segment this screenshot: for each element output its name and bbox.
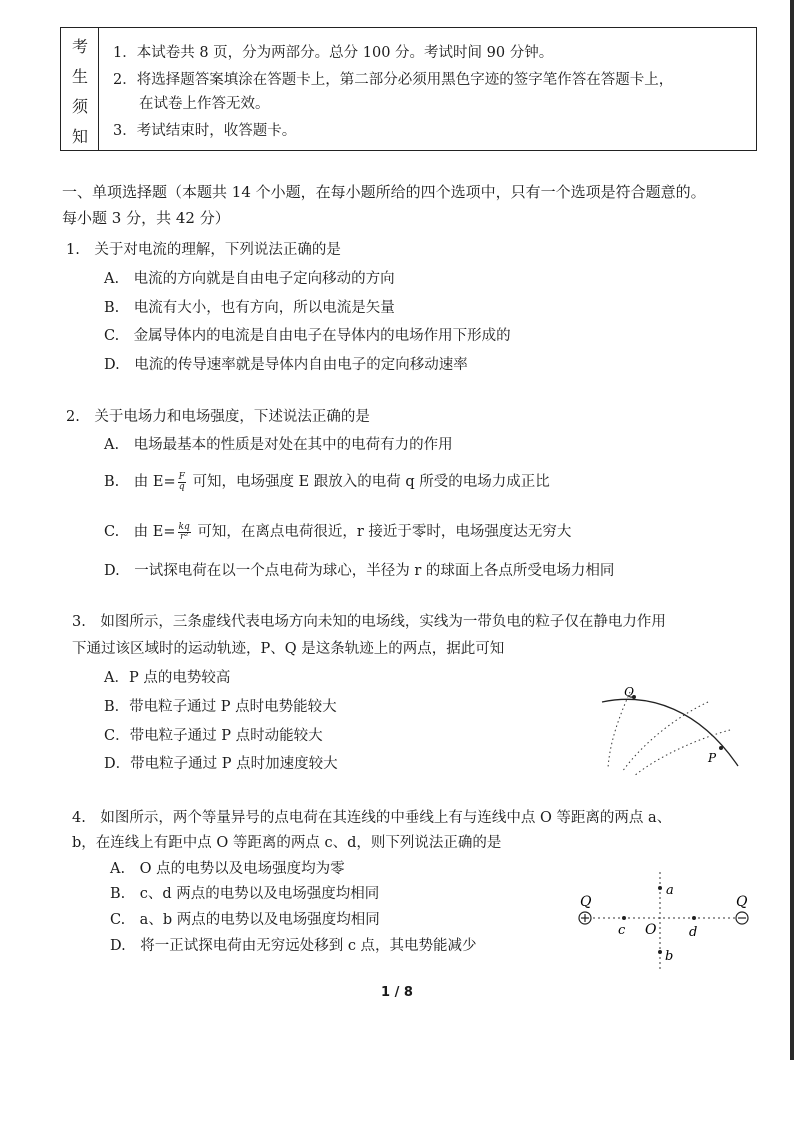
cropped-header-strip — [250, 0, 255, 8]
q4-charges-figure — [572, 868, 762, 976]
q2-option-c — [104, 520, 571, 544]
point-p-dot — [719, 746, 723, 750]
label-q: Q — [624, 685, 634, 699]
point-b-dot — [658, 950, 662, 954]
point-d-dot — [692, 916, 696, 920]
q1-option-c: C. 金属导体内的电流是自由电子在导体内的电场作用下形成的 — [104, 328, 511, 344]
q2-b-suffix: 可知，电场强度 E 跟放入的电荷 q 所受的电场力成正比 — [187, 474, 550, 490]
q3-field-line-figure — [590, 680, 750, 780]
q3-option-c: C．带电粒子通过 P 点时动能较大 — [104, 728, 323, 744]
q4-stem-cont: b，在连线上有距中点 O 等距离的两点 c、d，则下列说法正确的是 — [72, 835, 502, 851]
fraction-kq-over-r2 — [178, 523, 191, 542]
q3-option-d: D．带电粒子通过 P 点时加速度较大 — [104, 756, 338, 772]
notice-item: 在试卷上作答无效。 — [139, 96, 270, 112]
notice-item: 2．将选择题答案填涂在答题卡上，第二部分必须用黑色字迹的签字笔作答在答题卡上， — [113, 72, 674, 88]
notice-label-char: 考 — [71, 37, 88, 56]
fraction-denominator: q — [178, 481, 185, 492]
q4-option-c: C. a、b 两点的电势以及电场强度均相同 — [110, 912, 380, 928]
fraction-numerator: kq — [178, 521, 190, 532]
q4-option-b: B. c、d 两点的电势以及电场强度均相同 — [110, 886, 380, 902]
q3-stem: 3. 如图所示，三条虚线代表电场方向未知的电场线，实线为一带负电的粒子仅在静电力作用 — [72, 614, 666, 630]
page-number: 1 / 8 — [381, 985, 413, 1000]
field-line-dotted — [608, 692, 630, 768]
notice-label-char: 知 — [71, 127, 88, 146]
q2-b-prefix: B. 由 E= — [104, 474, 176, 490]
notice-label — [61, 28, 99, 150]
fraction-numerator: F — [178, 471, 185, 482]
notice-item: 1．本试卷共 8 页，分为两部分。总分 100 分。考试时间 90 分钟。 — [113, 45, 554, 61]
q1-option-b: B. 电流有大小，也有方向，所以电流是矢量 — [104, 300, 395, 316]
q2-option-d: D. 一试探电荷在以一个点电荷为球心，半径为 r 的球面上各点所受电场力相同 — [104, 563, 615, 579]
notice-item: 3．考试结束时，收答题卡。 — [113, 123, 297, 139]
q2-option-a: A. 电场最基本的性质是对处在其中的电荷有力的作用 — [104, 437, 453, 453]
label-d: d — [689, 925, 698, 940]
field-line-dotted — [622, 702, 708, 772]
q1-option-d: D. 电流的传导速率就是导体内自由电子的定向移动速率 — [104, 357, 468, 373]
exam-notice-box — [60, 27, 757, 151]
point-a-dot — [658, 886, 662, 890]
q4-option-d: D. 将一正试探电荷由无穷远处移到 c 点，其电势能减少 — [110, 938, 477, 954]
q2-stem: 2. 关于电场力和电场强度，下述说法正确的是 — [66, 409, 370, 425]
notice-label-char: 须 — [71, 97, 88, 116]
q3-option-b: B．带电粒子通过 P 点时电势能较大 — [104, 699, 337, 715]
label-c: c — [618, 923, 626, 938]
q3-stem-cont: 下通过该区域时的运动轨迹，P、Q 是这条轨迹上的两点，据此可知 — [72, 641, 505, 657]
q2-option-b — [104, 470, 550, 494]
q1-stem: 1. 关于对电流的理解，下列说法正确的是 — [66, 242, 341, 258]
q2-c-suffix: 可知，在离点电荷很近，r 接近于零时，电场强度达无穷大 — [192, 524, 572, 540]
q2-c-prefix: C. 由 E= — [104, 524, 176, 540]
q3-option-a: A．P 点的电势较高 — [104, 670, 231, 686]
fraction-f-over-q — [178, 473, 186, 492]
label-q-left: Q — [580, 894, 592, 910]
section-heading: 一、单项选择题（本题共 14 个小题，在每小题所给的四个选项中，只有一个选项是符合题意的。 — [62, 183, 706, 201]
section-heading-cont: 每小题 3 分，共 42 分） — [62, 209, 230, 227]
point-c-dot — [622, 916, 626, 920]
scan-edge-shadow — [790, 0, 794, 1060]
fraction-denominator: r² — [180, 531, 189, 542]
label-o: O — [645, 922, 657, 938]
label-p: P — [708, 751, 717, 765]
label-a: a — [666, 883, 674, 898]
q4-stem: 4. 如图所示，两个等量异号的点电荷在其连线的中垂线上有与连线中点 O 等距离的两点 a、 — [72, 810, 672, 826]
q4-option-a: A. O 点的电势以及电场强度均为零 — [110, 861, 345, 877]
label-q-right: Q — [736, 894, 748, 910]
q1-option-a: A. 电流的方向就是自由电子定向移动的方向 — [104, 271, 395, 287]
notice-label-char: 生 — [71, 67, 88, 86]
label-b: b — [665, 949, 674, 964]
